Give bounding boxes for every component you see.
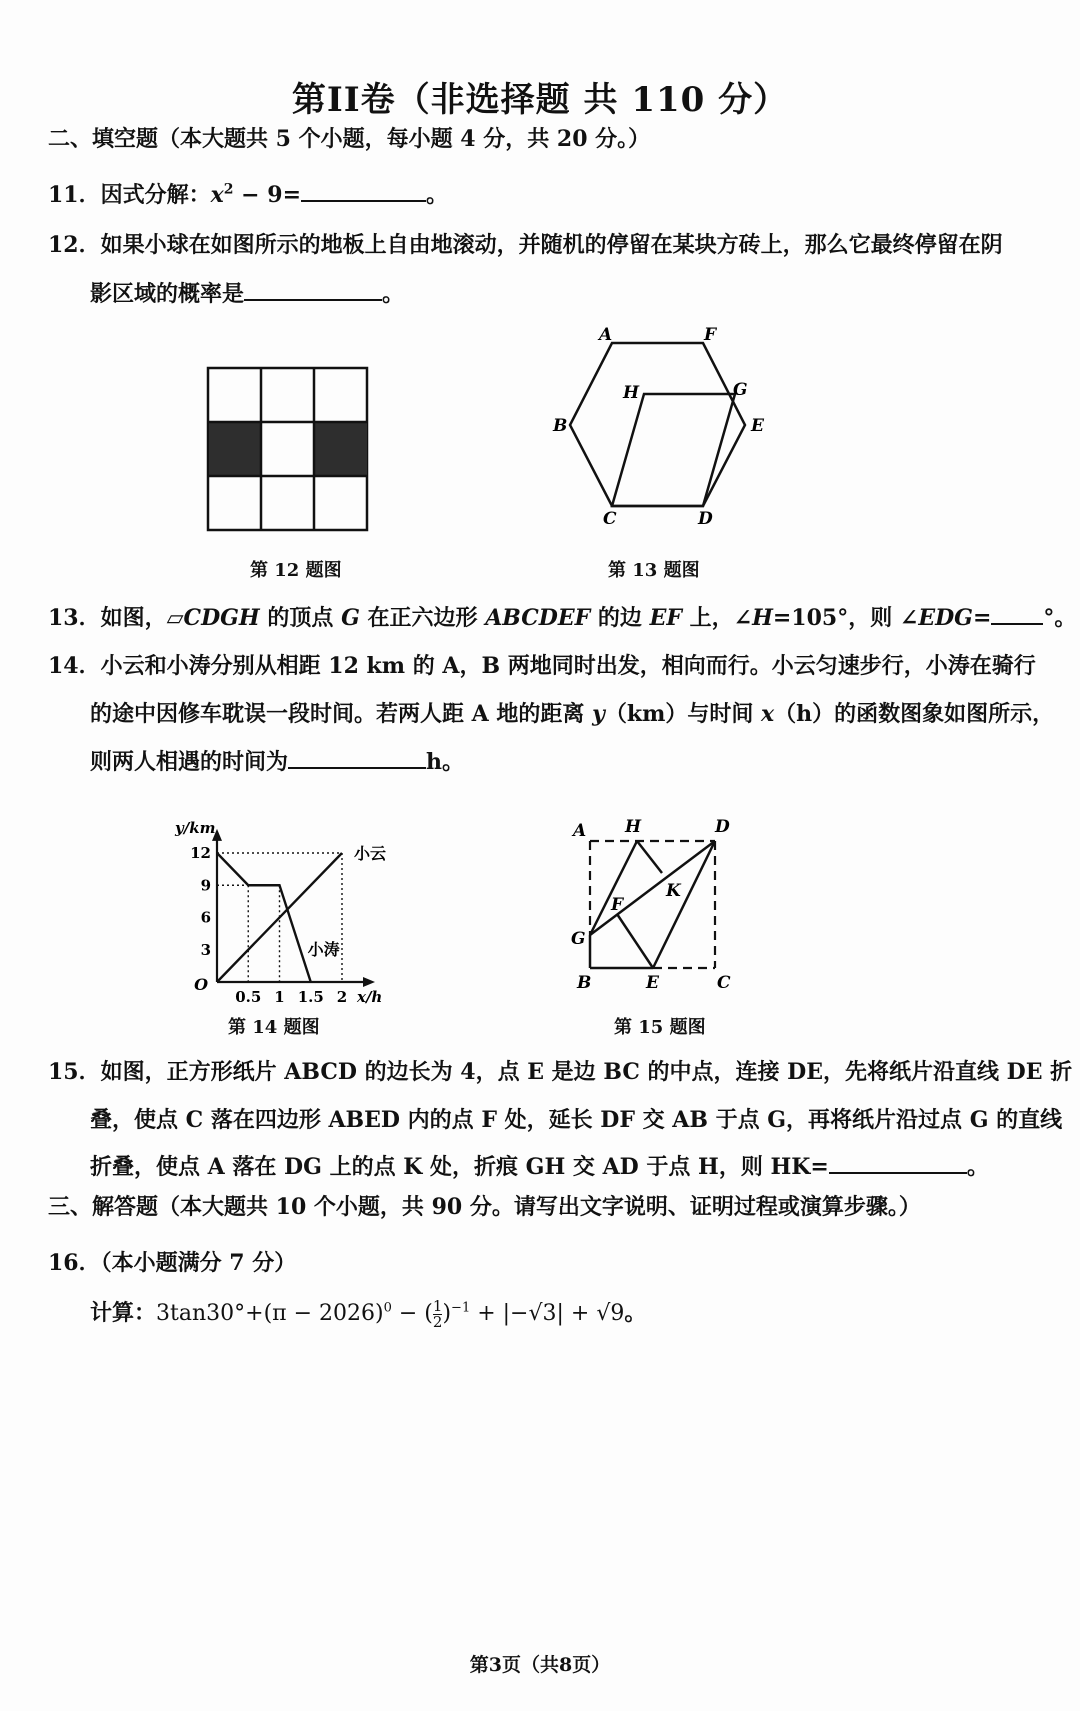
- q14-var-x: x: [761, 701, 775, 727]
- question-15-line2: [90, 1103, 1062, 1134]
- q16-term-b: − (: [391, 1301, 433, 1326]
- question-12-line1: [48, 228, 1003, 259]
- q12-text-2: 影区域的概率是: [90, 281, 245, 307]
- question-11: [48, 178, 448, 209]
- q11-exponent: 2: [223, 181, 234, 198]
- q14-text-3: 则两人相遇的时间为: [90, 749, 289, 775]
- label-D: D: [715, 817, 730, 837]
- question-13: [48, 601, 1076, 632]
- q12-answer-blank[interactable]: [244, 281, 382, 301]
- label-G: G: [733, 380, 748, 400]
- y-tick-label: 9: [200, 876, 211, 895]
- q15-answer-blank[interactable]: [829, 1154, 967, 1174]
- q16-term-c: + |−√3| + √9: [470, 1301, 625, 1326]
- q11-answer-blank[interactable]: [301, 182, 426, 202]
- q12-text-1: 如果小球在如图所示的地板上自由地滚动，并随机的停留在某块方砖上，那么它最终停留在阴: [100, 232, 1003, 258]
- x-tick-label: 1.5: [297, 988, 324, 1005]
- q16-expression: [90, 1296, 646, 1330]
- y-tick-label: 3: [200, 940, 211, 959]
- line-HK: [637, 841, 662, 873]
- question-14-line2: [90, 697, 1054, 728]
- figure-13-caption: 第 13 题图: [608, 560, 700, 581]
- q11-end: 。: [426, 182, 449, 208]
- series-label-2: 小涛: [307, 939, 340, 959]
- q16-number: 16．: [48, 1250, 101, 1276]
- q14-answer-blank[interactable]: [288, 749, 426, 769]
- label-F: F: [704, 325, 717, 345]
- series-line-2: [217, 853, 311, 982]
- q14-text-2a: 的途中因修车耽误一段时间。若两人距 A 地的距离: [90, 701, 593, 727]
- x-axis-arrow: [363, 977, 375, 987]
- q14-text-1: 小云和小涛分别从相距 12 km 的 A，B 两地同时出发，相向而行。小云匀速步行，小涛在骑行: [100, 653, 1036, 679]
- question-15-line1: [48, 1055, 1072, 1086]
- q13-answer-blank[interactable]: [991, 605, 1043, 625]
- label-F: F: [611, 895, 624, 915]
- figure-12-caption: 第 12 题图: [250, 560, 342, 581]
- question-12-line2: [90, 277, 404, 308]
- q13-hexagon: ABCDEF: [485, 605, 591, 631]
- q16-label: 计算：: [90, 1300, 157, 1326]
- x-tick-label: 1: [274, 988, 285, 1005]
- series-label-1: 小云: [354, 844, 387, 863]
- question-14-line3: [90, 745, 464, 776]
- label-A: A: [599, 325, 613, 345]
- x-tick-label: 0.5: [235, 988, 262, 1005]
- q14-number: 14．: [48, 653, 101, 679]
- q11-rest: − 9=: [233, 182, 302, 208]
- q13-t9: 上，: [681, 605, 734, 631]
- line-GD: [590, 841, 715, 935]
- q13-t3: 的顶点: [259, 605, 342, 631]
- q16-term-a: 3tan30°+(π − 2026): [156, 1301, 384, 1326]
- q16-close: ): [442, 1301, 452, 1326]
- label-D: D: [698, 509, 713, 529]
- shaded-tile-right: [314, 422, 367, 476]
- q15-text-2: 叠，使点 C 落在四边形 ABED 内的点 F 处，延长 DF 交 AB 于点 G，再将纸片沿过点 G 的直线: [90, 1107, 1063, 1133]
- q12-end: 。: [382, 281, 405, 307]
- q14-text-2c: （km）与时间: [604, 701, 762, 727]
- section-2-header: 二、填空题（本大题共 5 个小题，每小题 4 分，共 20 分。）: [48, 126, 651, 152]
- label-B: B: [553, 416, 568, 436]
- label-E: E: [646, 973, 659, 993]
- q15-text-1: 如图，正方形纸片 ABCD 的边长为 4，点 E 是边 BC 的中点，连接 DE，先将纸片沿直线 DE 折: [100, 1059, 1073, 1085]
- figure-12-tile-grid: [205, 365, 370, 533]
- line-FE: [617, 914, 653, 968]
- q11-text: 因式分解：: [100, 182, 211, 208]
- q13-t5: 在正六边形: [359, 605, 486, 631]
- line-GH: [590, 841, 637, 935]
- q13-t13: =: [972, 605, 992, 631]
- q13-edge: EF: [649, 605, 682, 631]
- q13-t1: 如图，: [100, 605, 167, 631]
- q16-score: （本小题满分 7 分）: [100, 1250, 297, 1276]
- line-ED: [653, 841, 715, 968]
- question-14-line1: [48, 649, 1036, 680]
- question-15-line3: [90, 1150, 989, 1181]
- q11-var: x: [210, 182, 224, 208]
- figure-14-chart: [170, 785, 400, 1005]
- q16-frac-num: 1: [432, 1296, 443, 1315]
- q14-var-y: y: [592, 701, 605, 727]
- q13-t7: 的边: [590, 605, 650, 631]
- q13-angle-H: ∠H: [733, 605, 773, 631]
- figure-14-caption: 第 14 题图: [228, 1017, 320, 1038]
- q13-angle-EDG: ∠EDG: [899, 605, 973, 631]
- q16-exp-b: −1: [451, 1300, 471, 1316]
- label-G: G: [571, 929, 586, 949]
- y-tick-label: 12: [190, 844, 211, 862]
- q11-number: 11．: [48, 182, 101, 208]
- q14-text-2e: （h）的函数图象如图所示，: [774, 701, 1055, 727]
- page-title: 第II卷（非选择题 共 110 分）: [291, 80, 789, 120]
- figure-15-square: [565, 810, 750, 995]
- origin-label: O: [194, 975, 208, 994]
- q16-frac-den: 2: [432, 1312, 443, 1331]
- figure-13-hexagon: [545, 318, 775, 533]
- hexagon-ABCDEF: [570, 343, 745, 506]
- q16-end: 。: [624, 1300, 647, 1326]
- parallelogram-CDGH: [612, 394, 735, 506]
- x-axis-label: x/h: [357, 988, 383, 1005]
- label-A: A: [573, 821, 587, 841]
- figure-15-caption: 第 15 题图: [614, 1017, 706, 1038]
- label-H: H: [625, 817, 642, 837]
- q13-t11: =105°，则: [772, 605, 900, 631]
- q14-end: h。: [426, 749, 465, 775]
- q13-point-G: G: [341, 605, 360, 631]
- label-B: B: [577, 973, 592, 993]
- y-tick-label: 6: [200, 908, 211, 927]
- page-footer: 第3页（共8页）: [469, 1654, 611, 1676]
- q15-end: 。: [966, 1154, 989, 1180]
- y-axis-label: y/km: [175, 818, 216, 837]
- q13-t14: °。: [1043, 605, 1077, 631]
- shaded-tile-left: [209, 422, 262, 476]
- q16-exp-a: 0: [383, 1300, 392, 1316]
- question-16: [48, 1246, 296, 1277]
- q13-parallelogram: ▱CDGH: [166, 605, 260, 631]
- q15-number: 15．: [48, 1059, 101, 1085]
- section-3-header: 三、解答题（本大题共 10 个小题，共 90 分。请写出文字说明、证明过程或演算步骤。）: [48, 1194, 921, 1220]
- q15-text-3: 折叠，使点 A 落在 DG 上的点 K 处，折痕 GH 交 AD 于点 H，则 HK=: [90, 1154, 829, 1180]
- label-C: C: [603, 509, 617, 529]
- label-C: C: [717, 973, 731, 993]
- label-H: H: [623, 383, 640, 403]
- label-E: E: [751, 416, 764, 436]
- x-tick-label: 2: [336, 988, 348, 1005]
- label-K: K: [666, 881, 681, 901]
- q12-number: 12．: [48, 232, 101, 258]
- q13-number: 13．: [48, 605, 101, 631]
